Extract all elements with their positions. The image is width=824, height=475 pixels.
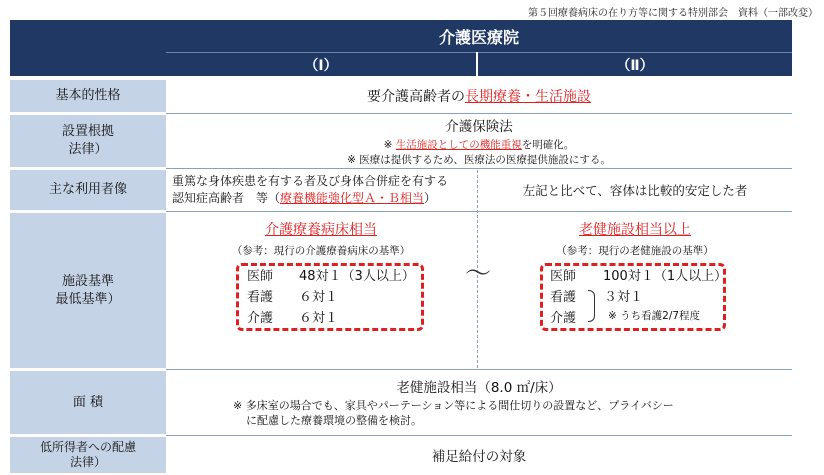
row-label-law-line2: 法律） (68, 142, 108, 157)
staff-role-doctor: 医師 (247, 269, 274, 284)
staff-ratio-doctor: 48対１（3人以上） (299, 269, 415, 284)
area-note-line2: に配慮した療養環境の整備を検討。 (246, 414, 422, 427)
area-note-line1: ※ 多床室の場合でも、家具やパーテーション等による間仕切りの設置など、プライバシー (233, 399, 674, 412)
users-col1-prefix: 認知症高齢者 等（ (172, 191, 281, 205)
staff2-role-nurse: 看護 (550, 290, 577, 305)
header-col1: （Ⅰ） (166, 52, 476, 76)
standards-col1-ratios (299, 266, 415, 329)
row-label-users-text: 主な利用者像 (48, 182, 127, 198)
users-col1-line2 (172, 190, 472, 207)
standards-col1-roles (247, 266, 273, 329)
law-content (166, 115, 792, 167)
row-divider (166, 211, 792, 212)
row-divider (166, 168, 792, 169)
users-col1-suffix: ） (424, 191, 437, 205)
standards-col2-ref: （参考：現行の老健施設の基準） (556, 245, 714, 257)
row-label-basic-text: 基本的性格 (55, 88, 121, 104)
row-divider (166, 435, 792, 436)
header-title: 介護医療院 (166, 20, 792, 52)
row-label-area-text: 面 積 (72, 394, 104, 410)
standards-col2-title: 老健施設相当以上 (579, 222, 691, 238)
staff2-ratio-doctor: 100対１（1人以上） (603, 269, 728, 284)
standards-col1-title: 介護療養病床相当 (265, 222, 377, 238)
header-blank (10, 20, 166, 76)
law-note1-rest: を明確化。 (521, 139, 575, 151)
row-label-users (10, 170, 166, 210)
header-col2: （Ⅱ） (478, 52, 792, 76)
area-main: 老健施設相当（8.0 ㎡/床） (396, 380, 562, 396)
row-label-law (10, 115, 166, 167)
row-label-standards (10, 213, 166, 368)
basic-text (367, 86, 591, 106)
staff2-role-care: 介護 (550, 311, 577, 326)
basic-content (166, 80, 792, 112)
law-note1-mark: ※ (383, 139, 396, 151)
staff-role-nurse: 看護 (247, 290, 274, 305)
staff2-bracket (588, 290, 595, 322)
standards-col1-ref: （参考：現行の介護療養病床の基準） (231, 245, 411, 257)
row-label-basic (10, 80, 166, 112)
source-note: 第５回療養病床の在り方等に関する特別部会 資料（一部改変） (528, 8, 818, 19)
staff-ratio-nurse: ６対１ (299, 290, 339, 305)
users-col1-highlight: 療養機能強化型Ａ・Ｂ相当 (280, 191, 425, 205)
row-label-low-income-line1: 低所得者への配慮 (39, 440, 136, 454)
staff2-ratio-note: ※ うち看護2/7程度 (608, 310, 701, 322)
users-col1-line1: 重篤な身体疾患を有する者及び身体合併症を有する (172, 174, 449, 188)
law-note1 (384, 137, 575, 152)
staff-role-care: 介護 (247, 311, 274, 326)
staff2-ratio-combined: ３対１ (604, 290, 644, 305)
row-label-low-income (10, 437, 166, 473)
row-label-area (10, 371, 166, 434)
area-note (233, 398, 674, 428)
users-col1 (172, 173, 472, 207)
basic-prefix: 要介護高齢者の (367, 89, 465, 105)
low-income-text: 補足給付の対象 (431, 449, 527, 465)
law-main: 介護保険法 (445, 119, 513, 135)
users-col2 (478, 170, 792, 210)
header-divider (476, 52, 478, 76)
row-label-low-income-line2: 法律） (69, 455, 106, 469)
users-col2-text: 左記と比べて、容体は比較的安定した者 (522, 183, 748, 198)
basic-highlight: 長期療養・生活施設 (465, 89, 591, 105)
row-label-law-line1: 設置根拠 (61, 124, 114, 140)
standards-tilde: ～ (464, 259, 491, 289)
staff2-role-doctor: 医師 (550, 269, 577, 284)
row-label-standards-line2: 最低基準） (55, 291, 121, 307)
row-divider (166, 113, 792, 114)
standards-col2-roles (550, 266, 576, 329)
staff-ratio-care: ６対１ (299, 311, 339, 326)
law-note2: ※ 医療は提供するため、医療法の医療提供施設にする。 (347, 154, 611, 166)
low-income-content (166, 437, 792, 473)
row-divider (166, 369, 792, 370)
law-note1-highlight: 生活施設としての機能重視 (395, 139, 522, 151)
row-label-standards-line1: 施設基準 (61, 273, 114, 289)
